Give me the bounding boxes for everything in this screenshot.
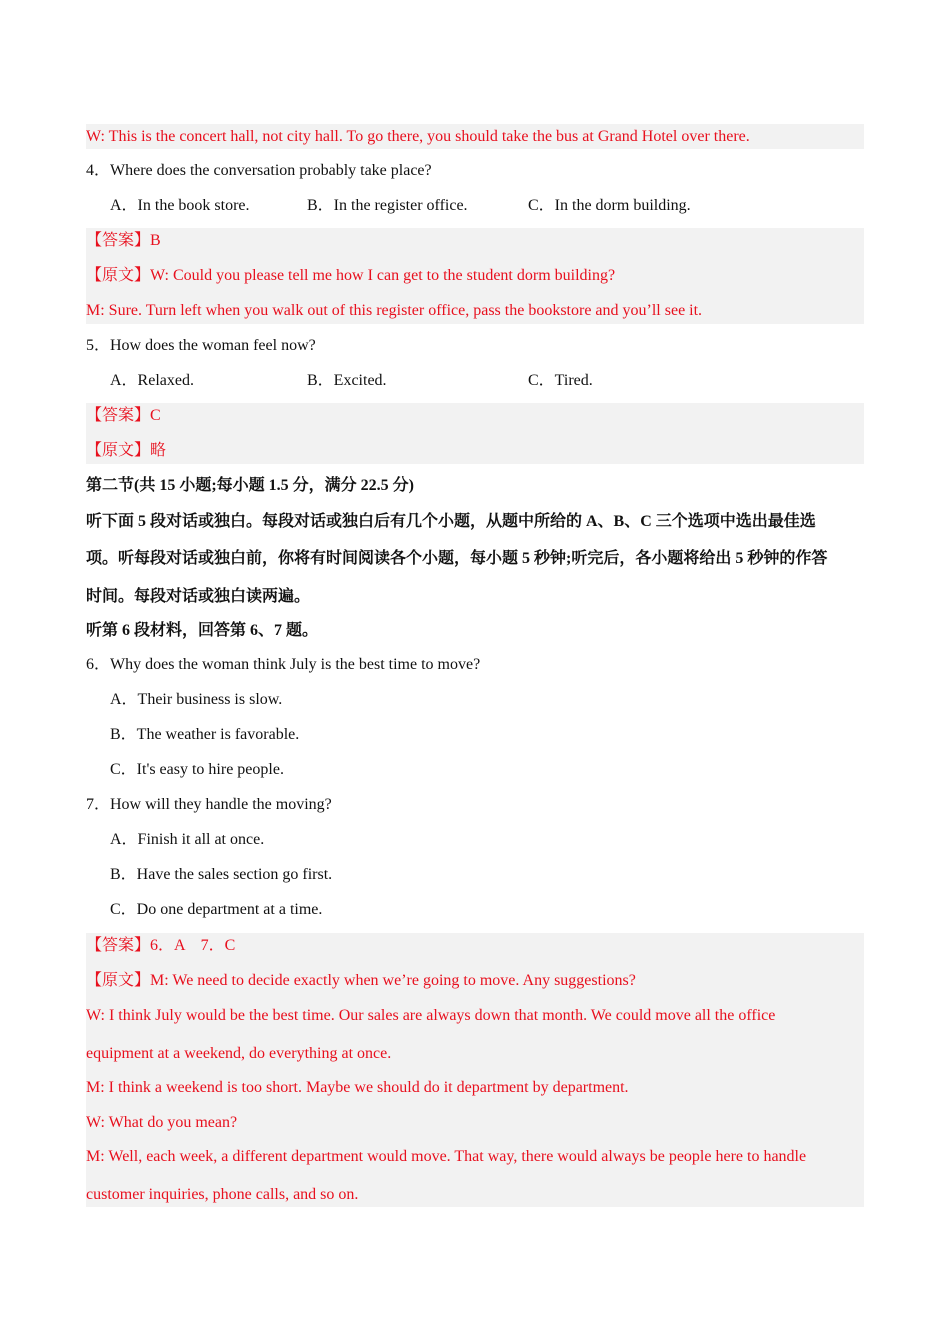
q7-stem: 7．How will they handle the moving? xyxy=(86,796,332,813)
q67-script-line-4: M: I think a weekend is too short. Maybe we should do it department by department. xyxy=(86,1079,629,1096)
section-instructions-2: 项。听每段对话或独白前，你将有时间阅读各个小题，每小题 5 秒钟;听完后，各小题将给出 5 秒钟的作答 xyxy=(86,550,828,567)
q7-option-a: A．Finish it all at once. xyxy=(110,831,265,848)
section-instructions-1: 听下面 5 段对话或独白。每段对话或独白后有几个小题，从题中所给的 A、B、C 三个选项中选出最佳选 xyxy=(86,513,816,530)
q4-stem: 4．Where does the conversation probably take place? xyxy=(86,162,432,179)
q4-option-c: C．In the dorm building. xyxy=(528,197,691,214)
q67-script-line-6: M: Well, each week, a different department would move. That way, there would always be people here to handle xyxy=(86,1148,807,1165)
q7-option-b: B．Have the sales section go first. xyxy=(110,866,333,883)
q67-script-line-2: W: I think July would be the best time. Our sales are always down that month. We could move all the office xyxy=(86,1007,776,1024)
q6-stem: 6．Why does the woman think July is the best time to move? xyxy=(86,656,481,673)
q4-option-b: B．In the register office. xyxy=(307,197,468,214)
q67-script-line-5: W: What do you mean? xyxy=(86,1114,238,1131)
q4-script-line-1: 【原文】W: Could you please tell me how I can get to the student dorm building? xyxy=(86,267,616,284)
q5-answer-block xyxy=(86,403,864,464)
q5-option-c: C．Tired. xyxy=(528,372,593,389)
section-instructions-3: 时间。每段对话或独白读两遍。 xyxy=(86,588,311,605)
passage-label: 听第 6 段材料，回答第 6、7 题。 xyxy=(86,622,319,639)
q6-option-a: A．Their business is slow. xyxy=(110,691,283,708)
q5-answer: 【答案】C xyxy=(86,407,161,424)
q7-option-c: C．Do one department at a time. xyxy=(110,901,323,918)
q67-script-line-3: equipment at a weekend, do everything at once. xyxy=(86,1045,392,1062)
q67-script-line-7: customer inquiries, phone calls, and so on. xyxy=(86,1186,359,1203)
section-title: 第二节(共 15 小题;每小题 1.5 分，满分 22.5 分) xyxy=(86,477,414,494)
q67-answer: 【答案】6．A 7．C xyxy=(86,937,236,954)
q4-answer: 【答案】B xyxy=(86,232,161,249)
q4-option-a: A．In the book store. xyxy=(110,197,250,214)
q67-script-line-1: 【原文】M: We need to decide exactly when we’re going to move. Any suggestions? xyxy=(86,972,636,989)
carryover-script: W: This is the concert hall, not city hall. To go there, you should take the bus at Grand Hotel over there. xyxy=(86,128,750,145)
q4-script-line-2: M: Sure. Turn left when you walk out of this register office, pass the bookstore and you’ll see it. xyxy=(86,302,703,319)
q5-stem: 5．How does the woman feel now? xyxy=(86,337,316,354)
q5-option-a: A．Relaxed. xyxy=(110,372,194,389)
q5-script: 【原文】略 xyxy=(86,442,167,459)
q6-option-c: C．It's easy to hire people. xyxy=(110,761,284,778)
q5-option-b: B．Excited. xyxy=(307,372,387,389)
q6-option-b: B．The weather is favorable. xyxy=(110,726,300,743)
